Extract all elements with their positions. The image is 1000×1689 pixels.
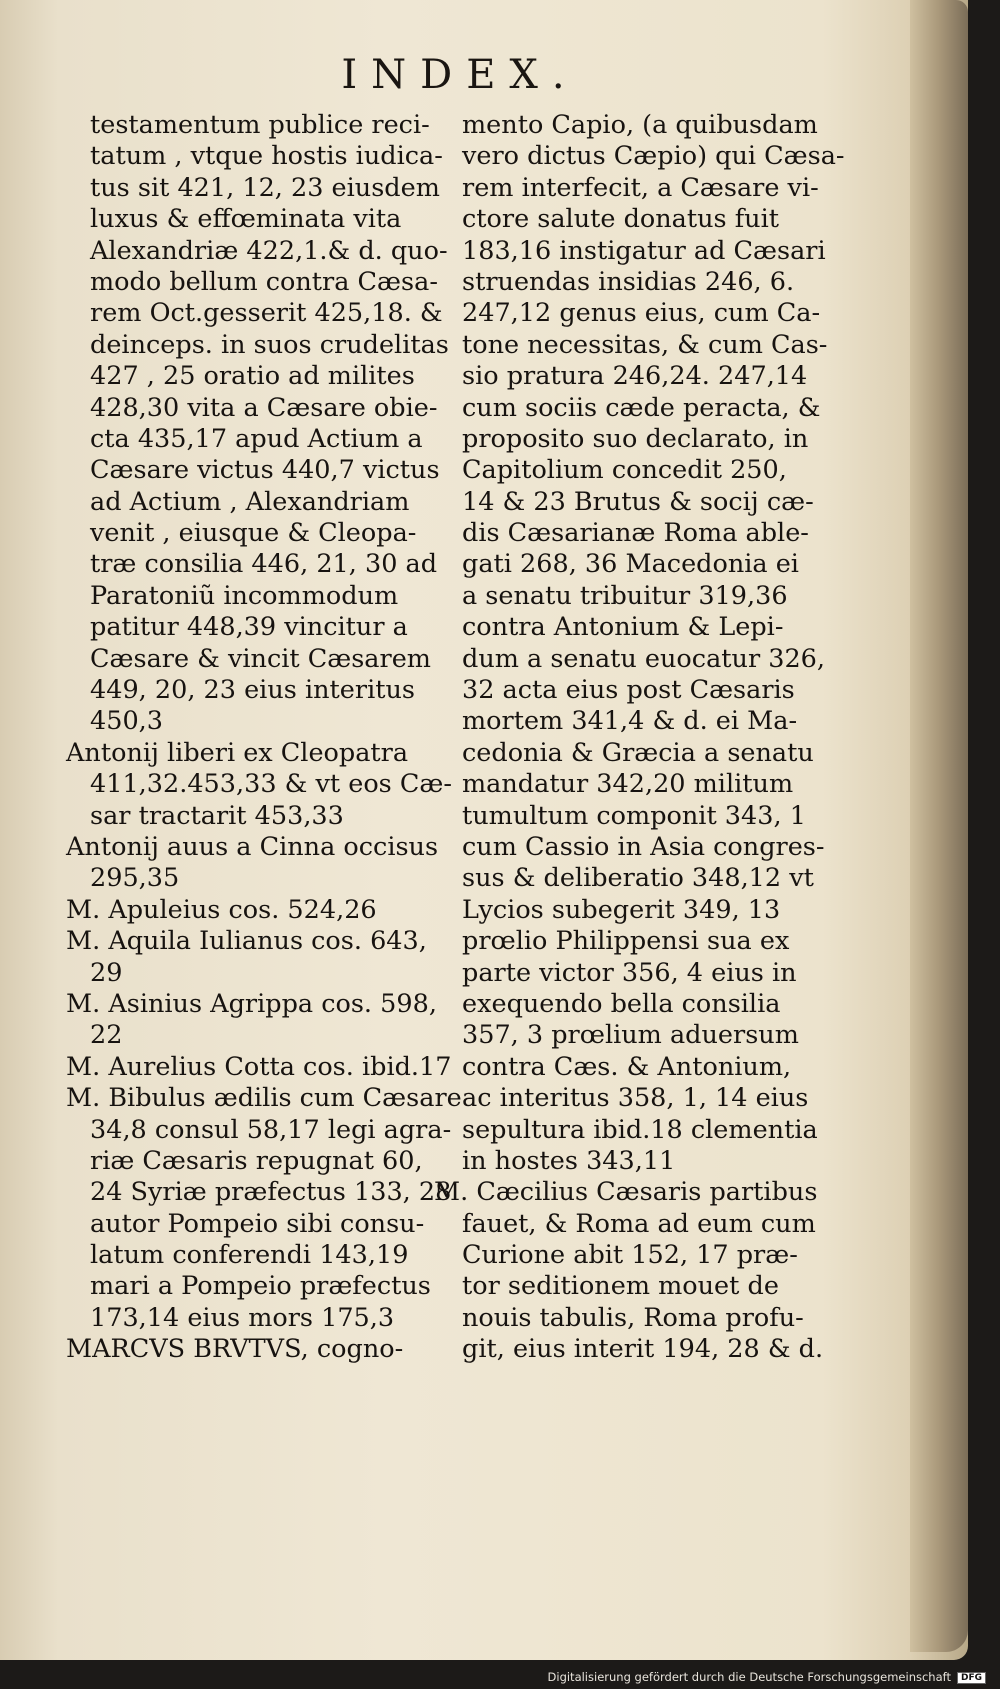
index-line: patitur 448,39 vincitur a [90, 612, 408, 643]
index-line: Alexandriæ 422,1.& d. quo- [90, 235, 448, 266]
index-line: proposito suo declarato, in [462, 423, 809, 454]
index-line: nouis tabulis, Roma profu- [462, 1302, 804, 1333]
index-line: tumultum componit 343, 1 [462, 800, 806, 831]
index-line: riæ Cæsaris repugnat 60, [90, 1145, 423, 1176]
index-line: sepultura ibid.18 clementia [462, 1114, 818, 1145]
index-line: 34,8 consul 58,17 legi agra- [90, 1114, 452, 1145]
index-line: 295,35 [90, 863, 180, 894]
index-line: Cæsare victus 440,7 victus [90, 455, 440, 486]
index-line: 450,3 [90, 706, 164, 737]
index-line: 357, 3 prœlium aduersum [462, 1020, 799, 1051]
index-line: deinceps. in suos crudelitas [90, 329, 449, 360]
index-line: 411,32.453,33 & vt eos Cæ- [90, 769, 452, 800]
index-line: 29 [90, 957, 123, 988]
index-line: 22 [90, 1020, 123, 1051]
index-line: in hostes 343,11 [462, 1145, 676, 1176]
index-line: ctore salute donatus fuit [462, 204, 780, 235]
index-line: 24 Syriæ præfectus 133, 28 [90, 1177, 452, 1208]
index-line: 449, 20, 23 eius interitus [90, 675, 415, 706]
index-line: 247,12 genus eius, cum Ca- [462, 298, 821, 329]
index-line: rem Oct.gesserit 425,18. & [90, 298, 443, 329]
index-line: rem interfecit, a Cæsare vi- [462, 172, 819, 203]
index-line: prœlio Philippensi sua ex [462, 926, 790, 957]
index-line: Capitolium concedit 250, [462, 455, 787, 486]
index-line: M. Asinius Agrippa cos. 598, [66, 988, 437, 1019]
index-line: sus & deliberatio 348,12 vt [462, 863, 814, 894]
index-line: M. Bibulus ædilis cum Cæsare [66, 1083, 462, 1114]
footer-credit [6, 1670, 986, 1684]
index-line: 427 , 25 oratio ad milites [90, 361, 415, 392]
index-line: dum a senatu euocatur 326, [462, 643, 826, 674]
index-line: M. Aurelius Cotta cos. ibid.17 [66, 1051, 452, 1082]
page-header: INDEX. [341, 52, 579, 98]
index-line: 173,14 eius mors 175,3 [90, 1302, 395, 1333]
index-line: Paratoniũ incommodum [90, 580, 399, 611]
index-line: vero dictus Cæpio) qui Cæsa- [462, 141, 845, 172]
index-line: cum Cassio in Asia congres- [462, 831, 825, 862]
index-line: exequendo bella consilia [462, 988, 781, 1019]
index-line: ad Actium , Alexandriam [90, 486, 410, 517]
index-line: ac interitus 358, 1, 14 eius [462, 1083, 809, 1114]
index-line: gati 268, 36 Macedonia ei [462, 549, 799, 580]
index-line: MARCVS BRVTVS, cogno- [66, 1334, 404, 1365]
index-line: autor Pompeio sibi consu- [90, 1208, 425, 1239]
index-line: contra Antonium & Lepi- [462, 612, 784, 643]
left-column [66, 110, 462, 1366]
index-line: cedonia & Græcia a senatu [462, 737, 814, 768]
index-line: struendas insidias 246, 6. [462, 266, 795, 297]
index-line: 32 acta eius post Cæsaris [462, 675, 795, 706]
index-line: mari a Pompeio præfectus [90, 1271, 431, 1302]
dfg-logo: DFG [957, 1672, 986, 1684]
index-line: Curione abit 152, 17 præ- [462, 1240, 798, 1271]
index-line: Lycios subegerit 349, 13 [462, 894, 781, 925]
index-line: cta 435,17 apud Actium a [90, 423, 423, 454]
index-line: træ consilia 446, 21, 30 ad [90, 549, 438, 580]
page-edge [910, 0, 968, 1652]
index-line: tone necessitas, & cum Cas- [462, 329, 828, 360]
index-line: Antonij auus a Cinna occisus [66, 831, 439, 862]
index-line: M. Cæcilius Cæsaris partibus [434, 1177, 818, 1208]
index-line: sar tractarit 453,33 [90, 800, 344, 831]
index-line: contra Cæs. & Antonium, [462, 1051, 792, 1082]
footer-text: Digitalisierung gefördert durch die Deutsche Forschungsgemeinschaft [547, 1670, 951, 1684]
index-line: git, eius interit 194, 28 & d. [462, 1334, 824, 1365]
index-line: Antonij liberi ex Cleopatra [66, 737, 409, 768]
index-line: M. Aquila Iulianus cos. 643, [66, 926, 427, 957]
index-line: mento Capio, (a quibusdam [462, 110, 818, 140]
index-line: sio pratura 246,24. 247,14 [462, 361, 808, 392]
index-line: M. Apuleius cos. 524,26 [66, 894, 377, 925]
index-line: latum conferendi 143,19 [90, 1240, 409, 1271]
index-line: Cæsare & vincit Cæsarem [90, 643, 431, 674]
index-line: cum sociis cæde peracta, & [462, 392, 821, 423]
index-line: 183,16 instigatur ad Cæsari [462, 235, 826, 266]
index-line: 14 & 23 Brutus & socij cæ- [462, 486, 814, 517]
index-line: mandatur 342,20 militum [462, 769, 794, 800]
index-line: venit , eiusque & Cleopa- [90, 518, 417, 549]
right-column [434, 110, 845, 1366]
index-line: fauet, & Roma ad eum cum [462, 1208, 816, 1239]
index-line: testamentum publice reci- [90, 110, 430, 140]
index-line: tus sit 421, 12, 23 eiusdem [90, 172, 440, 203]
index-line: 428,30 vita a Cæsare obie- [90, 392, 438, 423]
index-line: luxus & effœminata vita [90, 204, 402, 235]
index-line: modo bellum contra Cæsa- [90, 266, 438, 297]
index-line: a senatu tribuitur 319,36 [462, 580, 788, 611]
index-line: parte victor 356, 4 eius in [462, 957, 797, 988]
index-line: tor seditionem mouet de [462, 1271, 779, 1302]
index-line: mortem 341,4 & d. ei Ma- [462, 706, 798, 737]
index-line: tatum , vtque hostis iudica- [90, 141, 443, 172]
index-line: dis Cæsarianæ Roma able- [462, 518, 809, 549]
